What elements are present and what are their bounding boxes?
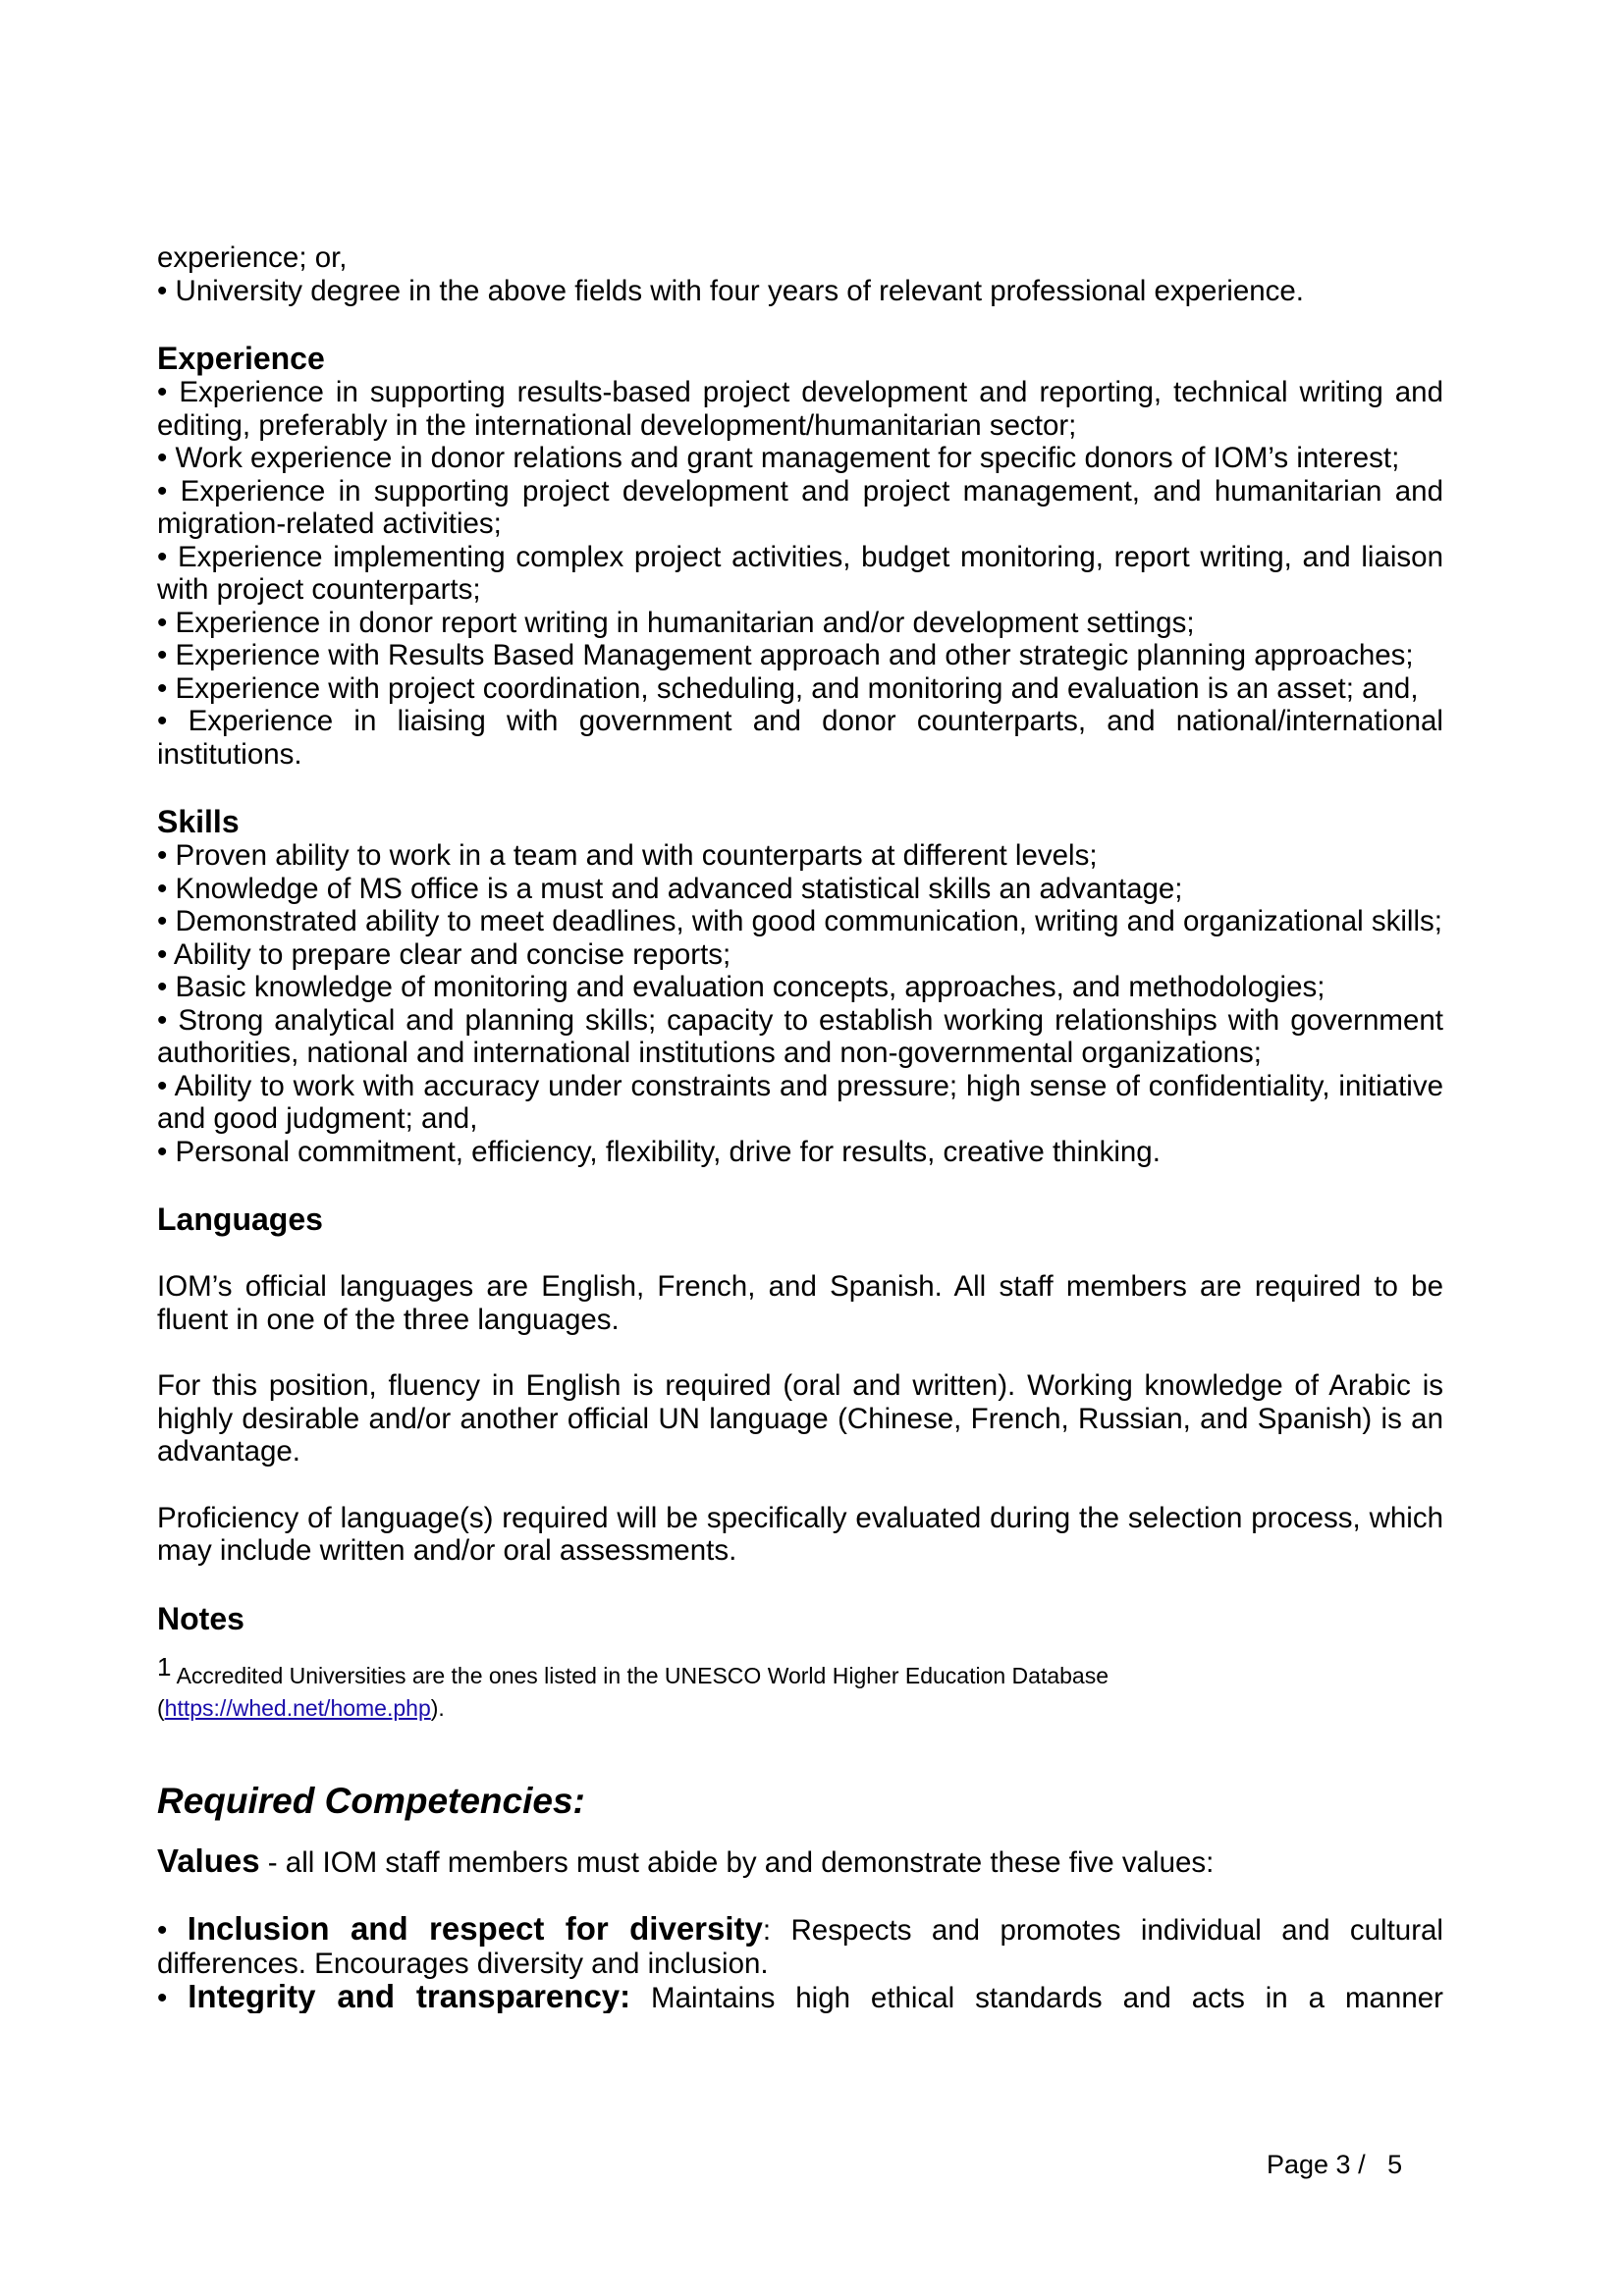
skills-item: • Ability to prepare clear and concise reports;	[157, 937, 731, 971]
experience-item: • Experience in liaising with government and donor counterparts, and national/international institutions.	[157, 705, 1443, 771]
footnote-mark: 1	[157, 1651, 172, 1682]
competency-text: : Respects and promotes individual and cultural differences. Encourages diversity and inclusion.	[157, 1914, 1443, 1980]
values-intro	[157, 1844, 1443, 1880]
experience-item: • Experience with Results Based Management approach and other strategic planning approaches;	[157, 639, 1414, 671]
footnote-link-line	[157, 1692, 1443, 1725]
values-text: - all IOM staff members must abide by and demonstrate these five values:	[259, 1845, 1215, 1879]
languages-paragraph: Proficiency of language(s) required will be specifically evaluated during the selection process, which may include written and/or oral assessments.	[157, 1501, 1443, 1567]
footnote-text: Accredited Universities are the ones listed in the UNESCO World Higher Education Database	[176, 1662, 1109, 1688]
competencies-heading: Required Competencies:	[157, 1780, 585, 1821]
experience-item: • Experience in supporting project development and project management, and humanitarian and migration-related activities;	[157, 474, 1443, 540]
competency-item	[157, 1980, 1443, 2013]
bullet: •	[157, 1914, 188, 1947]
experience-item: • Experience in donor report writing in humanitarian and/or development settings;	[157, 606, 1195, 639]
competency-text: Maintains high ethical standards and acts in a manner	[630, 1982, 1443, 2013]
experience-item: • Experience in supporting results-based project development and reporting, technical writing and editing, preferably in the international development/humanitarian sector;	[157, 376, 1443, 442]
competency-term: Integrity and transparency:	[188, 1980, 631, 2013]
intro-line-1: experience; or,	[157, 241, 348, 274]
bullet: •	[157, 1982, 189, 2013]
languages-paragraph: IOM’s official languages are English, French, and Spanish. All staff members are required to be fluent in one of the three languages.	[157, 1270, 1443, 1336]
experience-item: • Work experience in donor relations and grant management for specific donors of IOM’s interest;	[157, 442, 1400, 474]
document-page	[157, 241, 1443, 2013]
intro-line-2: • University degree in the above fields with four years of relevant professional experience.	[157, 274, 1305, 307]
skills-item: • Personal commitment, efficiency, flexibility, drive for results, creative thinking.	[157, 1135, 1161, 1168]
skills-heading: Skills	[157, 804, 240, 839]
skills-item: • Proven ability to work in a team and with counterparts at different levels;	[157, 839, 1098, 872]
languages-paragraph: For this position, fluency in English is required (oral and written). Working knowledge of Arabic is highly desirable and/or another official UN language (Chinese, French, Russian, and Spanish) is an advantage.	[157, 1369, 1443, 1468]
open-paren: (	[157, 1694, 165, 1721]
languages-heading: Languages	[157, 1201, 323, 1237]
competency-item	[157, 1912, 1443, 1980]
footnote	[157, 1651, 1443, 1692]
skills-item: • Strong analytical and planning skills; capacity to establish working relationships with government authorities, national and international institutions and non-governmental organizations;	[157, 1003, 1443, 1069]
skills-item: • Knowledge of MS office is a must and advanced statistical skills an advantage;	[157, 872, 1183, 905]
skills-item: • Demonstrated ability to meet deadlines, with good communication, writing and organizational skills;	[157, 905, 1442, 937]
skills-item: • Basic knowledge of monitoring and evaluation concepts, approaches, and methodologies;	[157, 971, 1325, 1003]
page-number: Page 3 / 5	[1267, 2150, 1403, 2179]
whed-link[interactable]: https://whed.net/home.php	[164, 1694, 431, 1721]
competency-term: Inclusion and respect for diversity	[187, 1910, 763, 1947]
close-paren: ).	[430, 1694, 445, 1721]
values-label: Values	[157, 1842, 260, 1879]
experience-heading: Experience	[157, 341, 325, 376]
experience-item: • Experience with project coordination, scheduling, and monitoring and evaluation is an asset; and,	[157, 671, 1419, 705]
experience-item: • Experience implementing complex project activities, budget monitoring, report writing, and liaison with project counterparts;	[157, 540, 1443, 606]
notes-heading: Notes	[157, 1600, 244, 1636]
skills-item: • Ability to work with accuracy under constraints and pressure; high sense of confidentiality, initiative and good judgment; and,	[157, 1069, 1443, 1135]
